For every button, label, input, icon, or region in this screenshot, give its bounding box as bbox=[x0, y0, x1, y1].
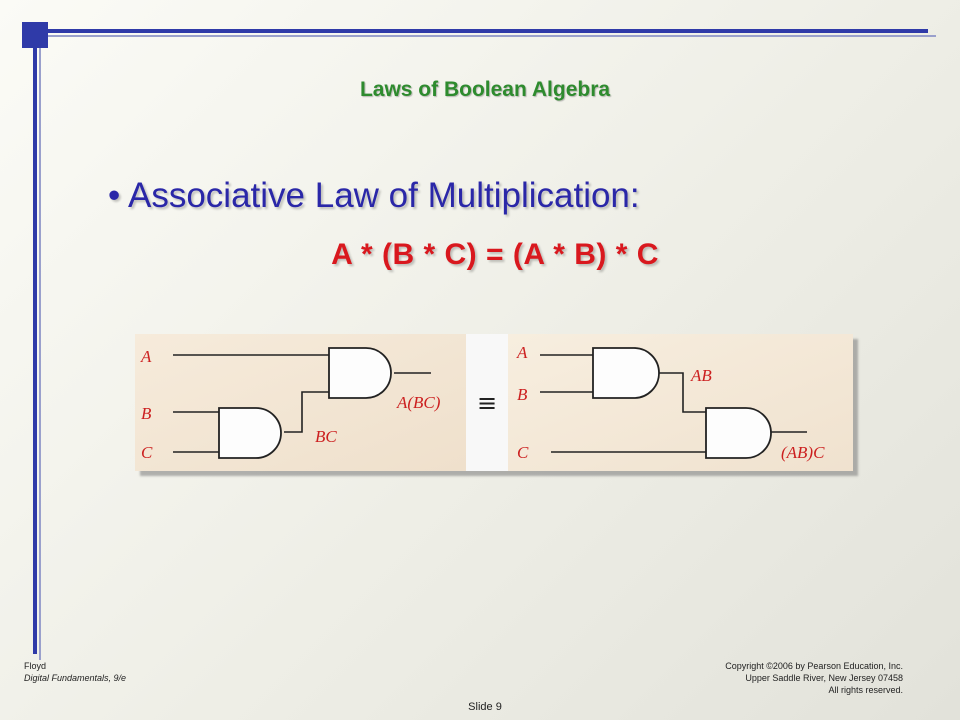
bullet-point bbox=[108, 176, 640, 216]
ab-label: AB bbox=[691, 366, 712, 385]
copyright-line-1: Copyright ©2006 by Pearson Education, Inc. bbox=[725, 661, 903, 671]
slide-title: Laws of Boolean Algebra bbox=[359, 78, 611, 101]
copyright-line-3: All rights reserved. bbox=[828, 685, 903, 695]
and-gate-a-bc bbox=[329, 348, 391, 398]
and-gate-ab bbox=[593, 348, 659, 398]
right-input-b-label: B bbox=[517, 385, 528, 404]
bullet-text: Associative Law of Multiplication: bbox=[128, 176, 640, 215]
right-input-c-label: C bbox=[517, 443, 529, 462]
associative-law-equation: A * (B * C) = (A * B) * C bbox=[331, 238, 659, 271]
logic-gate-diagram bbox=[135, 334, 853, 471]
and-gate-ab-c bbox=[706, 408, 771, 458]
bc-label: BC bbox=[315, 427, 337, 446]
footer-book-title: Digital Fundamentals, 9/e bbox=[24, 673, 127, 683]
logic-gate-figure bbox=[135, 334, 853, 471]
footer-author: Floyd bbox=[24, 661, 47, 671]
ab-c-output-label: (AB)C bbox=[781, 443, 825, 462]
top-rule-decoration bbox=[48, 29, 928, 33]
corner-square-decoration bbox=[22, 22, 48, 48]
a-bc-output-label: A(BC) bbox=[397, 393, 441, 412]
left-input-c-label: C bbox=[141, 443, 153, 462]
copyright-line-2: Upper Saddle River, New Jersey 07458 bbox=[745, 673, 903, 683]
slide-number: Slide 9 bbox=[468, 701, 502, 713]
right-input-a-label: A bbox=[517, 343, 528, 362]
left-input-b-label: B bbox=[141, 404, 152, 423]
equivalence-symbol: ≡ bbox=[476, 389, 498, 417]
left-rule-shadow-decoration bbox=[39, 48, 41, 660]
left-rule-decoration bbox=[33, 48, 37, 654]
and-gate-bc bbox=[219, 408, 281, 458]
bullet-icon: • bbox=[108, 176, 121, 215]
top-rule-shadow-decoration bbox=[48, 35, 936, 37]
footer-left bbox=[24, 660, 126, 684]
footer-copyright bbox=[560, 660, 903, 696]
left-input-a-label: A bbox=[141, 347, 152, 366]
